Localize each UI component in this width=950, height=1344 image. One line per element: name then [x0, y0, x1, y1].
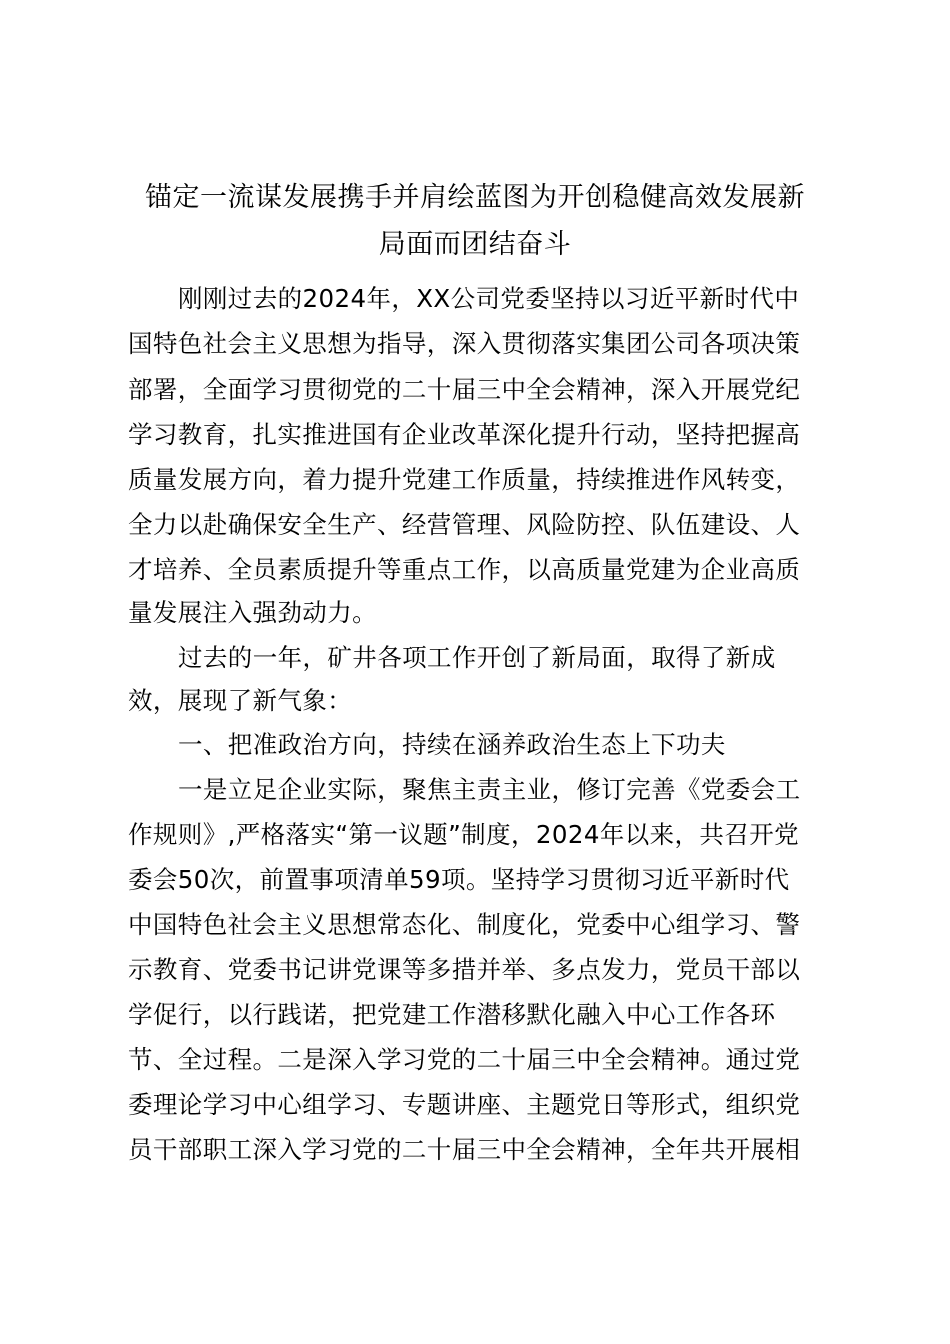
- paragraph-line: 全力以赴确保安全生产、经营管理、风险防控、队伍建设、人: [128, 510, 801, 539]
- paragraph-line: 国特色社会主义思想为指导，深入贯彻落实集团公司各项决策: [128, 329, 801, 358]
- paragraph-line: 刚刚过去的2024年，XX公司党委坚持以习近平新时代中: [178, 284, 800, 313]
- paragraph-line: 一是立足企业实际，聚焦主责主业，修订完善《党委会工: [178, 775, 801, 804]
- section-heading: 一、把准政治方向，持续在涵养政治生态上下功夫: [178, 730, 726, 759]
- paragraph-line: 部署，全面学习贯彻党的二十届三中全会精神，深入开展党纪: [128, 375, 801, 404]
- document-title-line-1: 锚定一流谋发展携手并肩绘蓝图为开创稳健高效发展新: [145, 182, 805, 213]
- paragraph-line: 质量发展方向，着力提升党建工作质量，持续推进作风转变，: [128, 465, 801, 494]
- paragraph-line: 学促行，以行践诺，把党建工作潜移默化融入中心工作各环: [128, 1000, 776, 1029]
- paragraph-line: 效，展现了新气象：: [128, 686, 353, 715]
- paragraph-line: 节、全过程。二是深入学习党的二十届三中全会精神。通过党: [128, 1045, 801, 1074]
- paragraph-line: 学习教育，扎实推进国有企业改革深化提升行动，坚持把握高: [128, 420, 801, 449]
- paragraph-line: 作规则》,严格落实“第一议题”制度，2024年以来，共召开党: [128, 820, 800, 849]
- paragraph-line: 员干部职工深入学习党的二十届三中全会精神，全年共开展相: [128, 1135, 801, 1164]
- document-title-line-2: 局面而团结奋斗: [378, 229, 572, 260]
- paragraph-line: 示教育、党委书记讲党课等多措并举、多点发力，党员干部以: [128, 955, 801, 984]
- paragraph-line: 中国特色社会主义思想常态化、制度化，党委中心组学习、警: [128, 910, 801, 939]
- paragraph-line: 才培养、全员素质提升等重点工作，以高质量党建为企业高质: [128, 555, 801, 584]
- paragraph-line: 委会50次，前置事项清单59项。坚持学习贯彻习近平新时代: [128, 865, 790, 894]
- paragraph-line: 量发展注入强劲动力。: [128, 598, 377, 627]
- paragraph-line: 委理论学习中心组学习、专题讲座、主题党日等形式，组织党: [128, 1090, 801, 1119]
- paragraph-line: 过去的一年，矿井各项工作开创了新局面，取得了新成: [178, 643, 776, 672]
